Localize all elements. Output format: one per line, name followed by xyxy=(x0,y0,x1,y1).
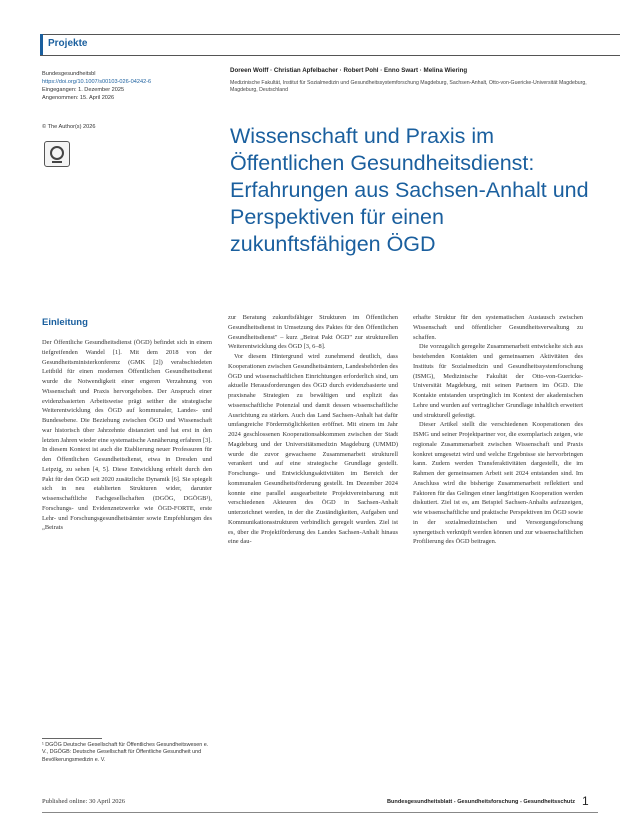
paragraph: Dieser Artikel stellt die verschiedenen Kooperationen des ISMG und seiner Projektpartner vor, die exemplarisch zeigen, wie regionale Zusammenarbeit zwischen Wissenschaft und Praxis konkret umgesetzt wird und welche Ergebnisse sie hervorbringen kann. Zudem werden Transferaktivitäten dargestellt, die im Rahmen der gemeinsamen Arbeit seit 2024 entstanden sind. Im Anschluss wird die bisherige Zusammenarbeit reflektiert und Faktoren für das Gelingen einer langfristigen Kooperation werden diskutiert. Ziel ist es, am Beispiel Sachsen-Anhalts aufzuzeigen, wie wissenschaftliche und praktische Perspektiven im ÖGD sowie in der sozialmedizinischen und Versorgungsforschung synergetisch verknüpft werden können und zur wissenschaftlichen Profilierung des ÖGD beitragen. xyxy=(413,421,583,546)
paragraph: Vor diesem Hintergrund wird zunehmend deutlich, dass Kooperationen zwischen Gesundheitsämtern, Landesbehörden des ÖGD und wissenschaftlichen Einrichtungen erforderlich sind, um aktuelle Herausforderungen des ÖGD durch evidenzbasierte und praxisnahe Strategien zu bewältigen und explizit das wissenschaftliche Potenzial und damit dessen wissenschaftliche Ausrichtung zu stärken. Auch das Land Sachsen-Anhalt hat dafür umfangreiche Fördermöglichkeiten eröffnet. Mit einem im Jahr 2024 geschlossenen Kooperationsabkommen zwischen der Stadt Magdeburg und der Universitätsmedizin Magdeburg (UMMD) wurde die zuvor gewachsene Zusammenarbeit strukturell verankert und auf eine strategische Grundlage gestellt. Forschungs- und Entwicklungsaktivitäten im Bereich der kommunalen Gesundheitsförderung gestellt. Im Dezember 2024 konnte eine parallel ausgearbeitete Projektvereinbarung mit verschiedenen Akteuren des ÖGD in Sachsen-Anhalt unterzeichnet werden, in der die Zuständigkeiten, Aufgaben und Kommunikationsstrukturen verbindlich geregelt wurden. Ziel ist es, über die Projektförderung des Landes Sachsen-Anhalt hinaus eine dau- xyxy=(228,353,398,546)
footnote: ¹ DGÖG Deutsche Gesellschaft für Öffentliches Gesundheitswesen e. V., DGÖGB: Deutsche Gesellschaft für Öffentliche Gesundheit und Bevölkerungsmedizin e. V. xyxy=(42,742,209,763)
authors: Doreen Wolff · Christian Apfelbacher · Robert Pohl · Enno Swart · Melina Wiering xyxy=(230,67,468,74)
body-column-3 xyxy=(413,313,583,547)
paragraph: zur Beratung zukunftsfähiger Strukturen im Öffentlichen Gesundheitsdienst in Umsetzung des Paktes für den Öffentlichen Gesundheitsdienst" – kurz „Beirat Pakt ÖGD" zur strukturellen Weiterentwicklung des ÖGD [3, 6–8]. xyxy=(228,314,398,351)
article-meta xyxy=(42,70,212,102)
published-online: Published online: 30 April 2026 xyxy=(42,798,126,805)
rubric-label: Projekte xyxy=(48,38,88,49)
accepted-date: Angenommen: 15. April 2026 xyxy=(42,95,115,101)
journal-name-footer: Bundesgesundheitsblatt - Gesundheitsforschung - Gesundheitsschutz xyxy=(386,799,575,805)
paragraph: erhafte Struktur für den systematischen Austausch zwischen Wissenschaft und öffentlicher Gesundheitsverwaltung zu schaffen. xyxy=(413,314,583,341)
copyright: © The Author(s) 2026 xyxy=(42,124,96,130)
body-column-1: Der Öffentliche Gesundheitsdienst (ÖGD) befindet sich in einem tiefgreifenden Wandel [1]. Mit dem 2018 von der Gesundheitsministerkonferenz (GMK [2]) verabschiedeten Leitbild für einen modernen Öffentlichen Gesundheitsdienst wurde die Notwendigkeit einer engeren Verzahnung von Wissenschaft und Praxis hervorgehoben. Der Anspruch einer evidenzbasierten Arbeitsweise prägt seither die strategische Weiterentwicklung des ÖGD auf kommunaler, Landes- und Bundesebene. Die Beziehung zwischen ÖGD und Wissenschaft war historisch über Jahrzehnte distanziert und hat erst in den letzten Jahren wieder eine systematische Annäherung erfahren [3]. In diesem Kontext ist auch die Etablierung neuer Professuren für den Öffentlichen Gesundheitsdienst, etwa in Dresden und Leipzig, zu sehen [4, 5]. Diese Entwicklung erhielt durch den Pakt für den ÖGD seit 2020 zusätzliche Dynamik [6]. Sie spiegelt sich in neu etablierten Strukturen wider, darunter wissenschaftliche Fachgesellschaften (DGÖG, DGÖGB¹), Forschungs- und Evidenznetzwerke wie ÖGD-FORTE, erste Lehr- und Forschungsgesundheitsämter sowie Empfehlungen des „Beirats xyxy=(42,339,212,532)
journal-abbrev: Bundesgesundheitsbl xyxy=(42,71,96,77)
page-number: 1 xyxy=(582,794,589,808)
rubric-accent xyxy=(40,34,43,55)
open-access-lock-icon xyxy=(44,141,70,167)
rubric-bar xyxy=(40,34,620,56)
section-heading: Einleitung xyxy=(42,317,88,328)
body-column-2 xyxy=(228,313,398,547)
doi-link[interactable]: https://doi.org/10.1007/s00103-026-04242-6 xyxy=(42,79,152,85)
footnote-divider xyxy=(42,738,102,739)
affiliation: Medizinische Fakultät, Institut für Sozialmedizin und Gesundheitssystemforschung Magdeburg, Sachsen-Anhalt, Otto-von-Guericke-Universität Magdeburg, Magdeburg, Deutschland xyxy=(230,80,587,93)
article-title: Wissenschaft und Praxis im Öffentlichen Gesundheitsdienst: Erfahrungen aus Sachsen-Anhalt und Perspektiven für einen zukunftsfähigen ÖGD xyxy=(230,124,589,256)
footer-divider xyxy=(42,812,598,813)
paragraph: Die vorzugslich geregelte Zusammenarbeit entwickelte sich aus bestehenden Kontakten und gemeinsamen Aktivitäten des Instituts für Sozialmedizin und Gesundheitssystemforschung (ISMG), Medizinische Fakultät der Otto-von-Guericke-Universität Magdeburg, mit seinen Partnern im ÖGD. Die Kontakte entstanden ursprünglich im Kontext der akademischen Lehre und wurden auf vertraglicher Grundlage inhaltlich erweitert und strukturell gefestigt. xyxy=(413,343,583,419)
received-date: Eingegangen: 1. Dezember 2025 xyxy=(42,87,125,93)
